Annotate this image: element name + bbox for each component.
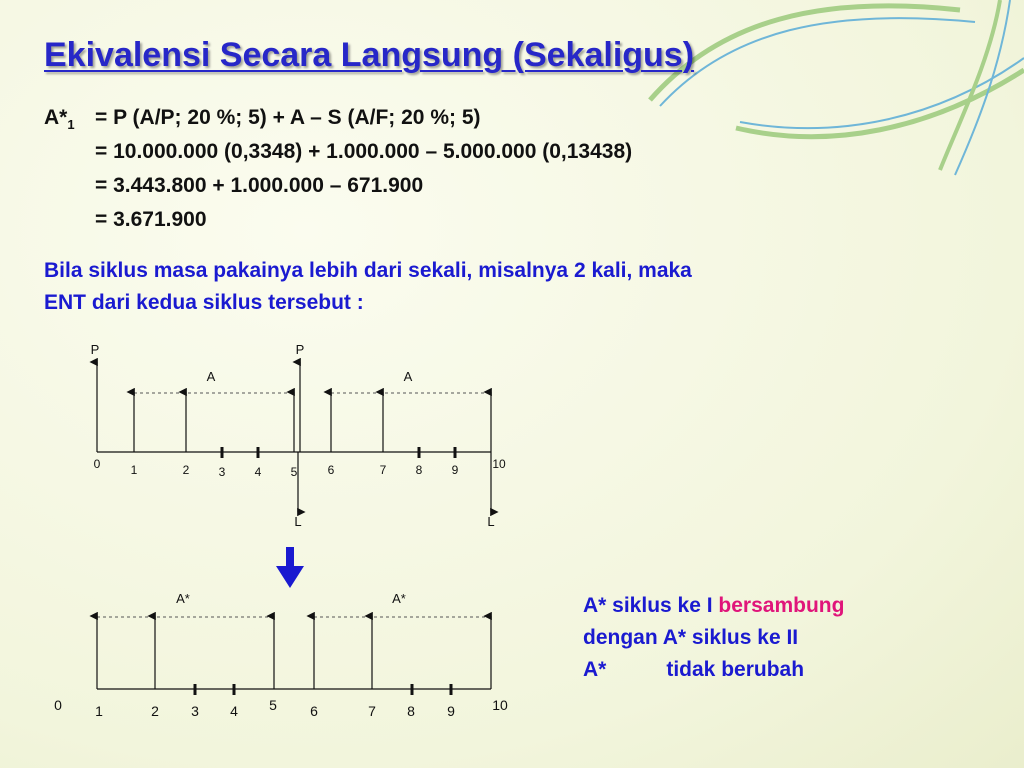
period-label: 8 (415, 463, 423, 477)
period-label: 7 (379, 463, 387, 477)
period-label: 6 (327, 463, 335, 477)
period-label: 0 (93, 457, 101, 471)
period-label: 1 (95, 703, 103, 719)
side-note-symbol: A* (583, 658, 607, 681)
explanation-line-1: Bila siklus masa pakainya lebih dari sekali, misalnya 2 kali, maka (44, 259, 692, 282)
side-note (583, 590, 844, 686)
period-label: 0 (54, 697, 62, 713)
period-label: 4 (230, 703, 238, 719)
side-note-line-3 (583, 654, 844, 686)
side-note-highlight: bersambung (718, 594, 845, 617)
side-note-line-2: dengan A* siklus ke II (583, 626, 799, 649)
equation-line-2: = 10.000.000 (0,3348) + 1.000.000 – 5.000.000 (0,13438) (95, 140, 633, 163)
period-label: 2 (182, 463, 190, 477)
period-label: 3 (191, 703, 199, 719)
annual-label: A (403, 369, 413, 384)
page-title: Ekivalensi Secara Langsung (Sekaligus) (44, 36, 695, 74)
equivalent-annual-label: A* (176, 591, 190, 606)
salvage-label: L (487, 514, 495, 529)
period-label: 1 (130, 463, 138, 477)
period-label: 4 (254, 465, 262, 479)
equivalent-annual-label: A* (392, 591, 406, 606)
period-label: 10 (492, 457, 506, 471)
salvage-label: L (294, 514, 302, 529)
period-label: 8 (407, 703, 415, 719)
side-note-line-1 (583, 590, 844, 622)
equation-line-3: = 3.443.800 + 1.000.000 – 671.900 (95, 174, 424, 197)
period-label: 9 (451, 463, 459, 477)
investment-label: P (295, 342, 305, 357)
period-label: 10 (492, 697, 508, 713)
equation-line-1: = P (A/P; 20 %; 5) + A – S (A/F; 20 %; 5) (95, 106, 481, 129)
investment-label: P (90, 342, 100, 357)
equation-lhs-subscript: 1 (67, 117, 75, 133)
explanation-line-2: ENT dari kedua siklus tersebut : (44, 291, 364, 314)
equation-line-4: = 3.671.900 (95, 208, 207, 231)
period-label: 5 (269, 697, 277, 713)
side-note-text: tidak berubah (666, 658, 805, 681)
period-label: 3 (218, 465, 226, 479)
period-label: 9 (447, 703, 455, 719)
period-label: 5 (290, 465, 298, 479)
annual-label: A (206, 369, 216, 384)
period-label: 6 (310, 703, 318, 719)
equation-lhs-symbol: A* (44, 106, 68, 129)
side-note-text: A* siklus ke I (583, 594, 719, 617)
period-label: 2 (151, 703, 159, 719)
period-label: 7 (368, 703, 376, 719)
